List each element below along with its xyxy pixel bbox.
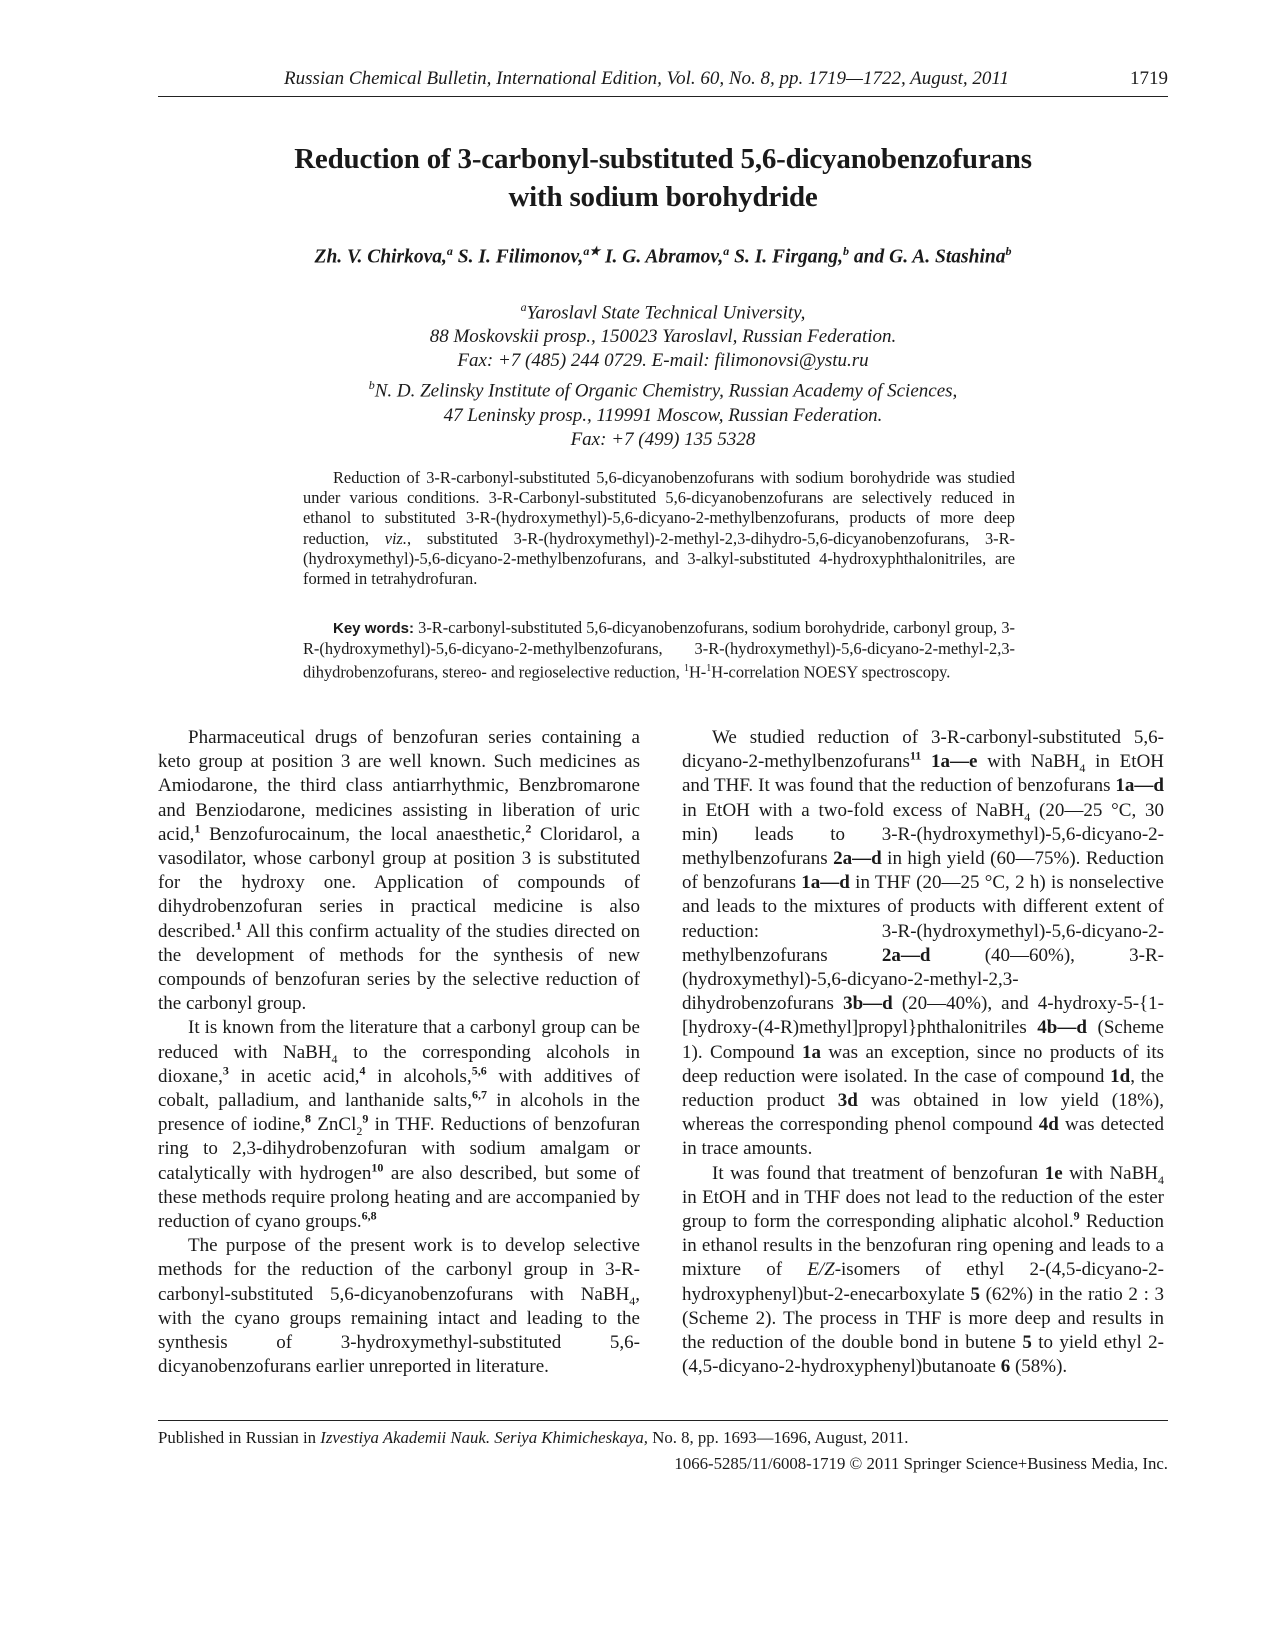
right-column: [682, 726, 1164, 1379]
paragraph: It is known from the literature that a carbonyl group can be reduced with NaBH$_4$ to the corresponding alcohols in dioxane,$^3$ in acetic acid,$^4$ in alcohols,$^{5,6}$ with additives of cobalt, palladium, and lanthanide salts,$^{6,7}$ in alcohols in the presence of iodine,$^8$ ZnCl$_2^9$ in THF. Reductions of benzofuran ring to 2,3-dihydrobenzofuran with sodium amalgam or catalytically with hydrogen$^{10}$ are also described, but some of these methods require prolong heating and are accompanied by reduction of cyano groups.$^{6,8}$: [158, 1017, 641, 1233]
footer-divider: [158, 1420, 1168, 1421]
title-line-1: Reduction of 3-carbonyl-substituted 5,6-dicyanobenzofurans: [294, 143, 1032, 175]
author-name: and G. A. Stashina: [853, 246, 1006, 268]
affiliation-contact: Fax: +7 (485) 244 0729. E-mail: filimonovsi@ystu.ru: [457, 350, 869, 372]
journal-citation: Russian Chemical Bulletin, International Edition, Vol. 60, No. 8, pp. 1719—1722, August, 2011: [284, 68, 1009, 89]
paragraph: We studied reduction of 3-R-carbonyl-substituted 5,6-dicyano-2-methylbenzofurans$^{11}$ 1a—e with NaBH$_4$ in EtOH and THF. It was found that the reduction of benzofurans 1a—d in EtOH with a two-fold excess of NaBH$_4$ (20—25 °C, 30 min) leads to 3-R-(hydroxymethyl)-5,6-dicyano-2-methylbenzofurans 2a—d in high yield (60—75%). Reduction of benzofurans 1a—d in THF (20—25 °C, 2 h) is nonselective and leads to the mixtures of products with different extent of reduction: 3-R-(hydroxymethyl)-5,6-dicyano-2-methylbenzofurans 2a—d (40—60%), 3-R-(hydroxymethyl)-5,6-dicyano-2-methyl-2,3-dihydrobenzofurans 3b—d (20—40%), and 4-hydroxy-5-{1-[hydroxy-(4-R)methyl]propyl}phthalonitriles 4b—d (Scheme 1). Compound 1a was an exception, since no products of its deep reduction were isolated. In the case of compound 1d, the reduction product 3d was obtained in low yield (18%), whereas the corresponding phenol compound 4d was detected in trace amounts.: [682, 727, 1165, 1160]
author-name: I. G. Abramov,: [604, 246, 724, 268]
keywords-label: Key words:: [333, 620, 414, 637]
paragraph: The purpose of the present work is to develop selective methods for the reduction of the carbonyl group in 3-R-carbonyl-substituted 5,6-dicyanobenzofurans with NaBH$_4$, with the cyano groups remaining intact and leading to the synthesis of 3-hydroxymethyl-substituted 5,6-dicyanobenzofurans earlier unreported in literature.: [158, 1235, 640, 1378]
author-name: Zh. V. Chirkova,: [314, 246, 447, 268]
page-number: 1719: [1130, 68, 1168, 89]
affiliation-contact: Fax: +7 (499) 135 5328: [570, 428, 756, 450]
author-affiliation-mark: a★: [583, 244, 601, 258]
author-name: S. I. Filimonov,: [457, 246, 584, 268]
article-title: [158, 140, 1168, 216]
running-head: [158, 68, 1168, 97]
copyright-line: 1066-5285/11/6008-1719 © 2011 Springer Science+Business Media, Inc.: [674, 1454, 1168, 1473]
author-affiliation-mark: b: [1005, 244, 1012, 258]
author-affiliation-mark: a: [723, 244, 730, 258]
affiliation-address: 88 Moskovskii prosp., 150023 Yaroslavl, Russian Federation.: [429, 326, 897, 348]
affiliation-a: $^a$Yaroslavl State Technical University,: [520, 300, 806, 324]
author-name: S. I. Firgang,: [734, 246, 844, 268]
publication-note: Published in Russian in Izvestiya Akademii Nauk. Seriya Khimicheskaya, No. 8, pp. 1693—1696, August, 2011.: [158, 1428, 909, 1447]
author-affiliation-mark: a: [446, 244, 453, 258]
paragraph: Pharmaceutical drugs of benzofuran series containing a keto group at position 3 are well known. Such medicines as Amiodarone, the third class antiarrhythmic, Benzbromarone and Benziodarone, medicines assisting in liberation of uric acid,$^1$ Benzofurocainum, the local anaesthetic,$^2$ Cloridarol, a vasodilator, whose carbonyl group at position 3 is substituted for the hydroxy one. Application of compounds of dihydrobenzofuran series in practical medicine is also described.$^1$ All this confirm actuality of the studies directed on the development of methods for the synthesis of new compounds of benzofuran series by the selective reduction of the carbonyl group.: [158, 727, 640, 1015]
title-line-2: with sodium borohydride: [508, 181, 818, 213]
affiliations: [158, 295, 1168, 452]
affiliation-mark: b: [368, 378, 375, 393]
left-column: [158, 726, 640, 1379]
paragraph: It was found that treatment of benzofuran 1e with NaBH$_4$ in EtOH and in THF does not lead to the reduction of the ester group to form the corresponding aliphatic alcohol.$^9$ Reduction in ethanol results in the benzofuran ring opening and leads to a mixture of E/Z-isomers of ethyl 2-(4,5-dicyano-2-hydroxyphenyl)but-2-enecarboxylate 5 (62%) in the ratio 2 : 3 (Scheme 2). The process in THF is more deep and results in the reduction of the double bond in butene 5 to yield ethyl 2-(4,5-dicyano-2-hydroxyphenyl)butanoate 6 (58%).: [682, 1162, 1165, 1378]
keywords: Key words: 3-R-carbonyl-substituted 5,6-dicyanobenzofurans, sodium borohydride, carbonyl group, 3-R-(hydroxymethyl)-5,6-dicyano-2-methylbenzofurans, 3-R-(hydroxymethyl)-5,6-dicyano-2-methyl-2,3-dihydrobenzofurans, stereo- and regioselective reduction, $^1$H-$^1$H-correlation NOESY spectroscopy.: [303, 618, 1015, 682]
abstract: Reduction of 3-R-carbonyl-substituted 5,6-dicyanobenzofurans with sodium borohydride was studied under various conditions. 3-R-Carbonyl-substituted 5,6-dicyanobenzofurans are selectively reduced in ethanol to substituted 3-R-(hydroxymethyl)-5,6-dicyano-2-methylbenzofurans, products of more deep reduction, viz., substituted 3-R-(hydroxymethyl)-2-methyl-2,3-dihydro-5,6-dicyanobenzofurans, 3-R-(hydroxymethyl)-5,6-dicyano-2-methylbenzofurans, and 3-alkyl-substituted 4-hydroxyphthalonitriles, are formed in tetrahydrofuran.: [303, 468, 1015, 589]
affiliation-b: $^b$N. D. Zelinsky Institute of Organic Chemistry, Russian Academy of Sciences,: [368, 378, 958, 402]
author-list: [158, 244, 1168, 269]
affiliation-address: 47 Leninsky prosp., 119991 Moscow, Russian Federation.: [443, 404, 883, 426]
author-affiliation-mark: b: [843, 244, 850, 258]
affiliation-mark: a: [520, 300, 527, 314]
